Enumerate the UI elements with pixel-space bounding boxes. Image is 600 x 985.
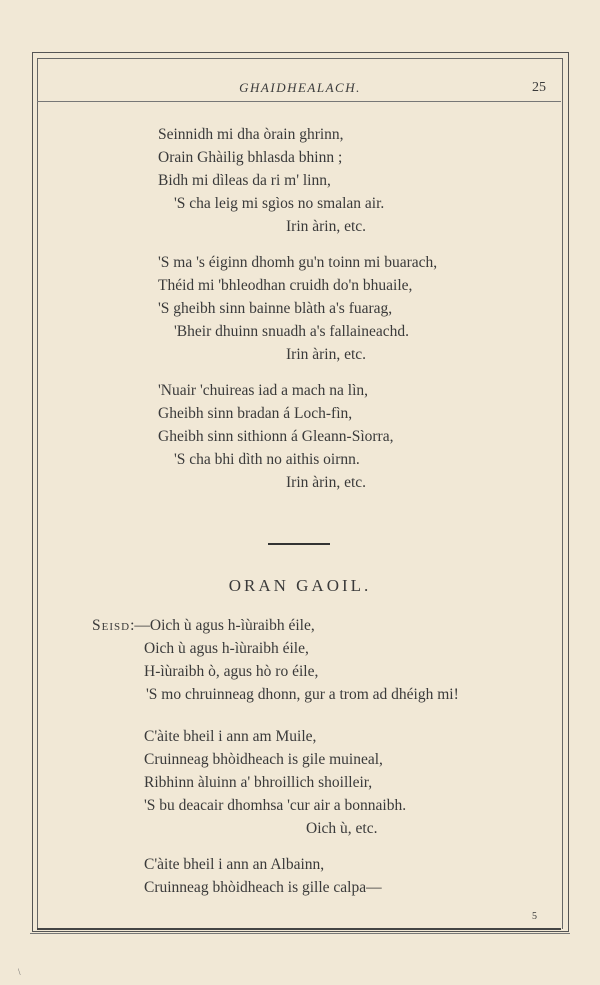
verse-line: Orain Ghàilig bhlasda bhinn ; (158, 149, 343, 166)
stray-mark: \ (18, 967, 21, 977)
chorus-line: 'S mo chruinneag dhonn, gur a trom ad dhéigh mi! (146, 686, 459, 703)
verse-line: C'àite bheil i ann am Muile, (144, 728, 317, 745)
footer-rule (37, 928, 561, 930)
chorus-line: H-ìùraibh ò, agus hò ro éile, (144, 663, 319, 680)
chorus-first-line (92, 617, 315, 635)
chorus-line: :—Oich ù agus h-ìùraibh éile, (130, 617, 315, 634)
verse-line: Gheibh sinn bradan á Loch-fìn, (158, 405, 353, 422)
refrain-line: Irin àrin, etc. (286, 474, 367, 491)
verse-line: Cruinneag bhòidheach is gile muineal, (144, 751, 383, 768)
section-divider (268, 543, 330, 545)
verse-line: Cruinneag bhòidheach is gille calpa— (144, 879, 382, 896)
verse-line: 'S gheibh sinn bainne blàth a's fuarag, (158, 300, 393, 317)
bottom-rule (30, 933, 570, 934)
running-head: GHAIDHEALACH. (239, 80, 361, 95)
verse-line: 'Bheir dhuinn snuadh a's fallaineachd. (174, 323, 410, 340)
refrain-line: Irin àrin, etc. (286, 346, 367, 363)
verse-line: Gheibh sinn sithionn á Gleann-Sìorra, (158, 428, 394, 445)
verse-line: 'S ma 's éiginn dhomh gu'n toinn mi buarach, (158, 254, 438, 271)
verse-line: C'àite bheil i ann an Albainn, (144, 856, 325, 873)
refrain-line: Oich ù, etc. (306, 820, 378, 837)
refrain-line: Irin àrin, etc. (286, 218, 367, 235)
signature-mark: 5 (532, 911, 537, 922)
verse-line: Théid mi 'bhleodhan cruidh do'n bhuaile, (158, 277, 413, 294)
verse-line: Bidh mi dìleas da ri m' linn, (158, 172, 331, 189)
chorus-label: Seisd (92, 617, 131, 634)
song-title: ORAN GAOIL. (228, 576, 372, 595)
chorus-line: Oich ù agus h-ìùraibh éile, (144, 640, 309, 657)
page-number: 25 (532, 80, 546, 95)
verse-line: Ribhinn àluinn a' bhroillich shoilleir, (144, 774, 373, 791)
verse-line: 'S bu deacair dhomhsa 'cur air a bonnaibh. (144, 797, 407, 814)
verse-line: 'S cha leig mi sgìos no smalan air. (174, 195, 385, 212)
header-rule (37, 101, 561, 102)
verse-line: 'Nuair 'chuireas iad a mach na lìn, (158, 382, 369, 399)
verse-line: 'S cha bhi dìth no aithis oirnn. (174, 451, 360, 468)
verse-line: Seinnidh mi dha òrain ghrinn, (158, 126, 344, 143)
